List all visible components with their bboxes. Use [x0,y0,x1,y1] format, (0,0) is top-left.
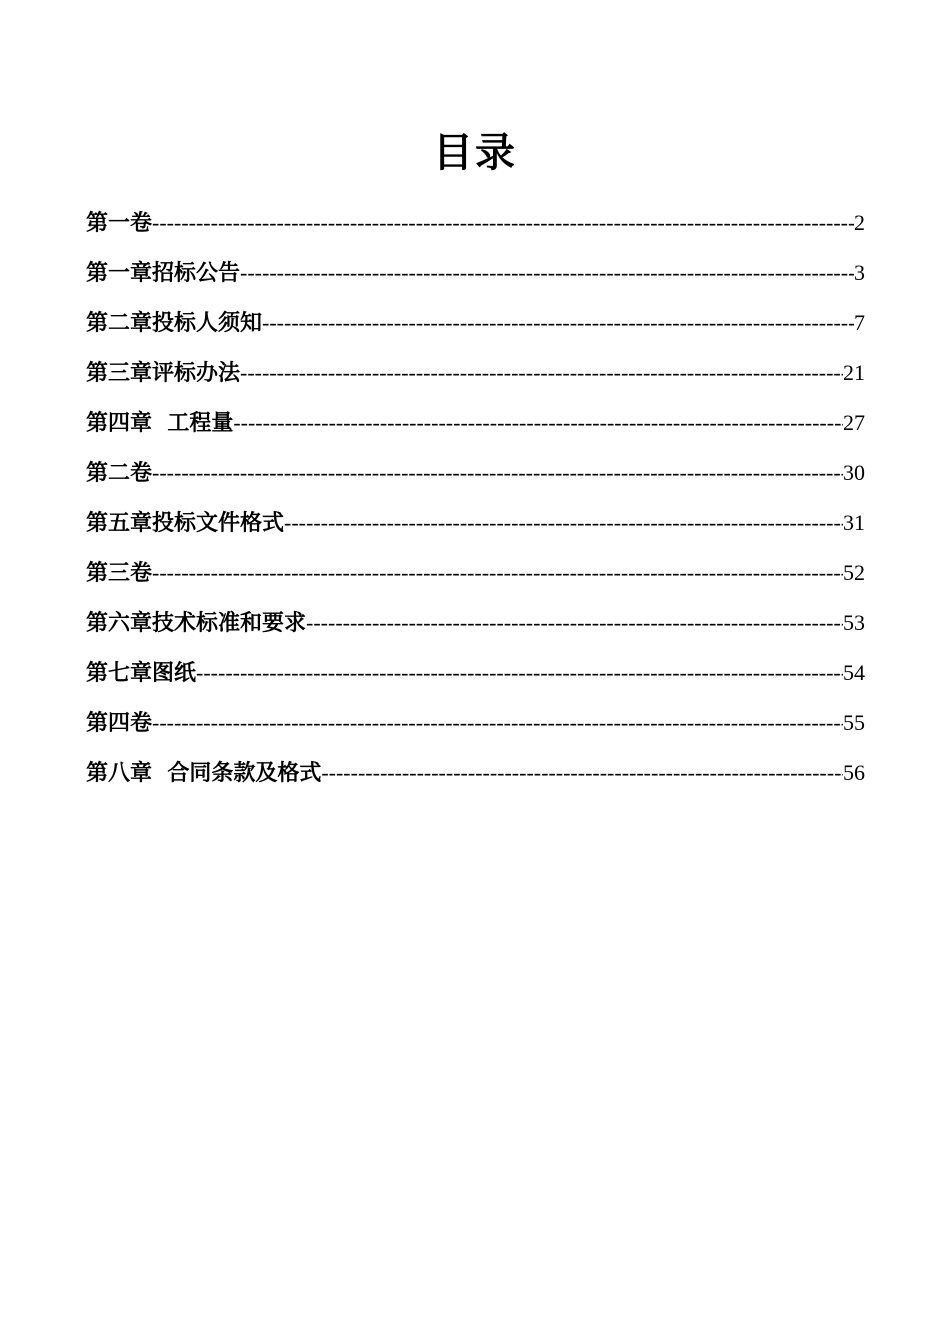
toc-list [86,198,865,798]
toc-title: 目录 [433,129,517,176]
toc-entry-label: 第七章图纸 [86,661,197,686]
toc-entry[interactable] [86,248,865,298]
toc-entry-page: 53 [843,610,865,635]
toc-entry[interactable] [86,548,865,598]
toc-dot-leader [240,248,854,298]
toc-dot-leader [152,198,854,248]
toc-entry[interactable] [86,648,865,698]
toc-entry-page: 3 [854,260,865,285]
toc-entry-label: 第三章评标办法 [86,361,241,386]
toc-entry-page: 21 [843,360,865,385]
toc-entry[interactable] [86,598,865,648]
toc-entry-label: 第八章 合同条款及格式 [86,761,322,786]
toc-entry[interactable] [86,498,865,548]
toc-entry-page: 54 [843,660,865,685]
toc-dot-leader [284,498,843,548]
toc-entry-label: 第二卷 [86,461,153,486]
toc-entry-page: 27 [843,410,865,435]
toc-entry-label: 第二章投标人须知 [86,311,263,336]
toc-entry[interactable] [86,448,865,498]
toc-dot-leader [240,348,843,398]
toc-entry-label: 第一卷 [86,211,153,236]
toc-entry[interactable] [86,748,865,798]
toc-dot-leader [306,598,843,648]
toc-entry-page: 30 [843,460,865,485]
toc-dot-leader [196,648,843,698]
toc-dot-leader [321,748,843,798]
toc-entry-page: 2 [854,210,865,235]
toc-dot-leader [152,698,843,748]
toc-entry-page: 56 [843,760,865,785]
toc-entry[interactable] [86,298,865,348]
toc-entry-label: 第六章技术标准和要求 [86,611,307,636]
toc-dot-leader [233,398,843,448]
toc-entry[interactable] [86,398,865,448]
toc-entry-label: 第四章 工程量 [86,411,234,436]
toc-entry-label: 第五章投标文件格式 [86,511,285,536]
toc-entry[interactable] [86,198,865,248]
toc-entry[interactable] [86,348,865,398]
toc-dot-leader [262,298,854,348]
toc-entry-page: 52 [843,560,865,585]
toc-entry-label: 第一章招标公告 [86,261,241,286]
toc-entry-page: 55 [843,710,865,735]
toc-entry[interactable] [86,698,865,748]
toc-entry-page: 7 [854,310,865,335]
toc-entry-label: 第三卷 [86,561,153,586]
toc-dot-leader [152,448,843,498]
toc-entry-page: 31 [843,510,865,535]
toc-entry-label: 第四卷 [86,711,153,736]
toc-dot-leader [152,548,843,598]
